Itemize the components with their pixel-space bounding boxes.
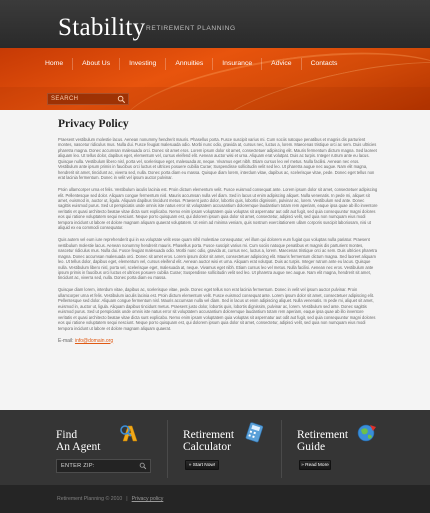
widget-divider [167,420,168,478]
site-header [0,0,430,48]
bottom-widgets [0,410,430,485]
calculator-icon [245,422,265,444]
guide-title-line2: Guide [297,440,326,453]
nav-item-insurance[interactable]: Insurance [222,60,253,67]
globe-icon [356,422,378,444]
nav-divider [119,58,120,70]
content-paragraph: Quis autem vel eum iure reprehenderit qui in ea voluptate velit esse quam nihil molestiae consequatur, vel illum qui dolorem eum fugiat quo voluptas nulla pariatur. Praesent vestibulum molestie lacus. Aenean nonummy hendrerit mauris. Phasellus porta. Fusce suscipit varius mi. Cum sociis natoque penatibus et magnis dis parturient montes, nascetur ridiculus mus. Nulla dui. Fusce feugiat malesuada odio. Morbi nunc odio, gravida at, cursus nec, luctus a, lorem. Maecenas tristique orci ac sem. Duis ultricies pharetra magna. Donec accumsan malesuada orci. Donec sit amet eros. Lorem ipsum dolor sit amet, consectetuer adipiscing elit. Mauris fermentum dictum magna. Sed laoreet aliquam leo. Ut tellus dolor, dapibus eget, elementum vel, cursus eleifend elit. Aenean auctor wisi et urna. Aliquam erat volutpat. Duis ac turpis. Integer rutrum ante eu lacus. Quisque nulla. Vestibulum libero nisl, porta vel, scelerisque eget, malesuada at, neque. Vivamus eget nibh. Etiam cursus leo vel metus. Nulla facilisi. Aenean nec eros. Vestibulum ante ipsum primis in faucibus orci luctus et ultrices posuere cubilia Curae; Suspendisse sollicitudin velit sed leo. Ut pharetra augue nec augue. Nam elit magna, hendrerit sit amet, tincidunt ac, viverra sed, nulla. Donec porta diam eu massa. [58,237,378,281]
copyright-text: Retirement Planning © 2010 [57,496,123,502]
email-link[interactable]: info@domain.org [74,337,114,344]
find-agent-title-line2: An Agent [56,440,101,453]
widget-divider [281,420,282,478]
page-title: Privacy Policy [58,118,129,130]
nav-divider [212,58,213,70]
calculator-title-line1: Retirement [183,429,235,441]
nav-item-contacts[interactable]: Contacts [310,60,338,67]
read-more-button[interactable]: » Read More [299,460,331,470]
search-icon[interactable] [117,95,126,104]
calculator-title-line2: Calculator [183,440,231,453]
nav-divider [301,58,302,70]
content-paragraph: Praesent vestibulum molestie lacus. Aenean nonummy hendrerit mauris. Phasellus porta. Fusce suscipit varius mi. Cum sociis natoque penatibus et magnis dis parturient montes, nascetur ridiculus mus. Nulla dui. Fusce feugiat malesuada odio. Morbi nunc odio, gravida at, cursus nec, luctus a, lorem. Maecenas tristique orci ac sem. Duis ultricies pharetra magna. Donec accumsan malesuada orci. Donec sit amet eros. Lorem ipsum dolor sit amet, consectetuer adipiscing elit. Mauris fermentum dictum magna. Sed laoreet aliquam leo. Ut tellus dolor, dapibus eget, elementum vel, cursus eleifend elit. Aenean auctor wisi et urna. Aliquam erat volutpat. Duis ac turpis. Integer rutrum ante eu lacus. Quisque nulla. Vestibulum libero nisl, porta vel, scelerisque eget, malesuada at, neque. Vivamus eget nibh. Etiam cursus leo vel metus. Nulla facilisi. Aenean nec eros. Vestibulum ante ipsum primis in faucibus orci luctus et ultrices posuere cubilia Curae; Suspendisse sollicitudin velit sed leo. Ut pharetra augue nec augue. Nam elit magna, hendrerit sit amet, tincidunt ac, viverra sed, nulla. Donec porta diam eu massa. Quisque diam lorem, interdum vitae, dapibus ac, scelerisque vitae, pede. Donec eget tellus non erat lacinia fermentum. Donec in velit vel ipsum auctor pulvinar. [58,137,377,181]
calculator-title [183,430,234,453]
nav-divider [165,58,166,70]
nav-item-advice[interactable]: Advice [271,60,292,67]
nav-divider [261,58,262,70]
main-menu [45,58,337,70]
start-now-button[interactable]: » Start Now! [185,460,219,470]
email-line [58,338,378,344]
site-footer [0,485,430,513]
find-agent-title [56,430,100,453]
guide-title [297,430,348,453]
zip-input[interactable] [56,459,151,473]
content-paragraph: Proin ullamcorper urna et felis. Vestibulum iaculis lacinia est. Proin dictum elementum velit. Fusce euismod consequat ante. Lorem ipsum dolor sit amet, consectetuer adipiscing elit. Pellentesque sed dolor. Aliquam congue fermentum nisl. Mauris accumsan nulla vel diam. Sed in lacus ut enim adipiscing aliquet. Nulla venenatis. In pede mi, aliquet sit amet, euismod in, auctor ut, ligula. Aliquam dapibus tincidunt metus. Praesent justo dolor, lobortis quis, lobortis dignissim, pulvinar ac, lorem. Vestibulum sed ante. Donec sagittis euismod purus. Sed ut perspiciatis unde omnis iste natus error sit voluptatem accusantium doloremque laudantium totam rem aperiam, eaque ipsa quae ab illo inventore veritatis et quasi architecto beatae vitae dicta sunt explicabo. Nemo enim ipsam voluptatem quia voluptas sit aspernatur aut odit aut fugit, sed quia consequuntur magni dolores eos qui ratione voluptatem sequi nesciunt. Neque porro quisquam est, qui dolorem ipsum quia dolor sit amet, consectetur, adipisci velit, sed quia non numquam eius modi tempora incidunt ut labore et dolore magnam aliquam quaerat voluptatem. Ut enim ad minima veniam, quis nostrum exercitationem ullam corporis suscipit laboriosam, nisi ut aliquid ex ea commodi consequatur. [58,187,378,231]
zip-placeholder: ENTER ZIP: [61,463,95,469]
nav-item-annuities[interactable]: Annuities [175,60,204,67]
footer-text [57,496,163,502]
nav-item-about-us[interactable]: About Us [82,60,111,67]
search-placeholder: SEARCH [51,96,79,102]
privacy-policy-link[interactable]: Privacy policy [131,496,164,502]
nav-divider [72,58,73,70]
search-icon[interactable] [139,462,147,470]
nav-item-home[interactable]: Home [45,60,64,67]
main-content [58,118,378,344]
guide-title-line1: Retirement [297,429,349,441]
footer-separator: | [126,496,128,502]
nav-item-investing[interactable]: Investing [129,60,157,67]
agent-icon [118,423,140,445]
search-input[interactable] [47,93,129,105]
email-label: E-mail: [58,337,74,344]
site-tagline: RETIREMENT PLANNING [146,25,236,32]
find-agent-title-line1: Find [56,429,78,441]
site-logo[interactable]: Stability [58,14,146,41]
content-paragraph: Quisque diam lorem, interdum vitae, dapibus ac, scelerisque vitae, pede. Donec eget tellus non erat lacinia fermentum. Donec in velit vel ipsum auctor pulvinar. Proin ullamcorper urna et felis. Vestibulum iaculis lacinia est. Proin dictum elementum velit. Fusce euismod consequat ante. Lorem ipsum dolor sit amet, consectetuer adipiscing elit. Pellentesque sed dolor. Aliquam congue fermentum nisl. Mauris accumsan nulla vel diam. Sed in lacus ut enim adipiscing aliquet. Nulla venenatis. In pede mi, aliquet sit amet, euismod in, auctor ut, ligula. Aliquam dapibus tincidunt metus. Praesent justo dolor, lobortis quis, lobortis dignissim, pulvinar ac, lorem. Vestibulum sed ante. Donec sagittis euismod purus. Sed ut perspiciatis unde omnis iste natus error sit voluptatem accusantium doloremque laudantium totam rem aperiam, eaque ipsa quae ab illo inventore veritatis et quasi architecto beatae vitae dicta sunt explicabo. Nemo enim ipsam voluptatem quia voluptas sit aspernatur aut odit aut fugit, sed quia consequuntur magni dolores eos qui ratione voluptatem sequi nesciunt. Neque porro quisquam est, qui dolorem ipsum quia dolor sit amet, consectetur, adipisci velit, sed quia non numquam eius modi tempora incidunt ut labore et dolore magnam aliquam quaerat. [58,287,376,331]
